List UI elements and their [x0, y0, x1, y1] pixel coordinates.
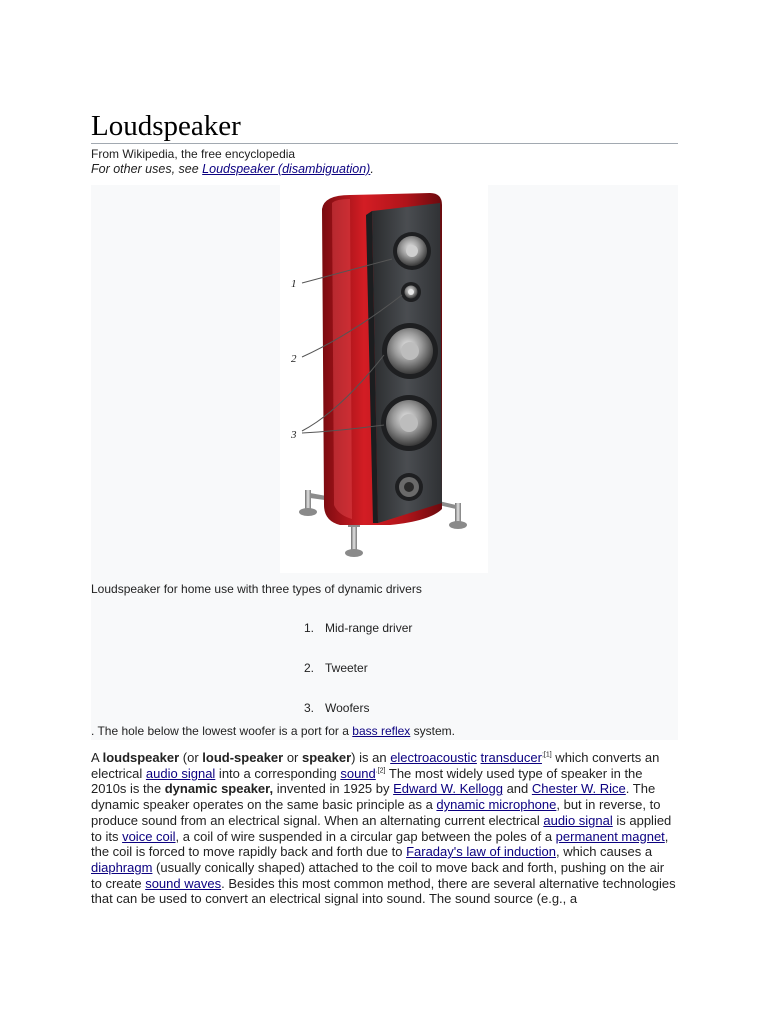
port-note-text: . The hole below the lowest woofer is a port for a: [91, 724, 353, 738]
foot-right-pad: [449, 521, 467, 529]
port-note: [91, 724, 455, 738]
text: ) is an: [351, 750, 391, 765]
link-electroacoustic[interactable]: electroacoustic: [390, 750, 477, 765]
callout-label-2: 2: [291, 353, 297, 365]
loudspeaker-illustration: [280, 185, 488, 573]
disambiguation-link[interactable]: Loudspeaker (disambiguation): [202, 162, 371, 176]
foot-center: [351, 525, 357, 551]
foot-left-pad: [299, 508, 317, 516]
link-sound[interactable]: sound: [340, 765, 376, 781]
hatnote-prefix: For other uses, see: [91, 162, 203, 176]
link-faradays-law[interactable]: Faraday's law of induction: [406, 844, 556, 860]
lead-paragraph: [91, 750, 678, 907]
foot-center-pad: [345, 549, 363, 557]
link-audio-signal-2[interactable]: audio signal: [543, 812, 613, 828]
figure-caption: Loudspeaker for home use with three types of dynamic drivers: [91, 582, 422, 596]
text: . Besides this most common method, there are several alternative technologies that can be used to convert an electrical signal into sound. The sound source (e.g., a: [91, 875, 676, 907]
driver-list: [304, 621, 412, 741]
text: , but in reverse, to produce sound from an electrical signal. When an alternating current electrical: [91, 797, 661, 828]
callout-label-1: 1: [291, 278, 297, 290]
text: or: [283, 750, 303, 765]
infobox-figure: [91, 185, 678, 740]
list-item-label: Tweeter: [325, 661, 368, 675]
link-permanent-magnet[interactable]: permanent magnet: [555, 828, 665, 844]
list-item-label: Woofers: [325, 701, 370, 715]
text: and: [502, 781, 532, 797]
list-item-label: Mid-range driver: [325, 621, 413, 635]
foot-left: [305, 490, 311, 510]
reference-2[interactable]: .[2]: [375, 767, 386, 775]
link-voice-coil[interactable]: voice coil: [122, 828, 176, 844]
text: (or: [179, 750, 203, 765]
text: (usually conically shaped) attached to the coil to move back and forth, pushing on the air to create: [91, 859, 665, 891]
term-loud-speaker: loud-speaker: [202, 750, 284, 765]
callout-label-3: 3: [291, 429, 297, 441]
list-item: [304, 661, 412, 701]
link-transducer[interactable]: transducer: [480, 750, 542, 765]
hatnote: [91, 162, 374, 176]
link-dynamic-microphone[interactable]: dynamic microphone: [436, 797, 557, 813]
link-audio-signal[interactable]: audio signal: [145, 765, 216, 781]
text: , which causes a: [555, 844, 653, 860]
link-chester-w-rice[interactable]: Chester W. Rice: [531, 781, 626, 797]
site-tagline: From Wikipedia, the free encyclopedia: [91, 147, 296, 161]
list-item-number: 2.: [304, 661, 315, 675]
link-diaphragm[interactable]: diaphragm: [91, 859, 153, 875]
text: invented in 1925 by: [273, 781, 394, 797]
text: , the coil is forced to move rapidly back and forth due to: [91, 828, 669, 860]
term-loudspeaker: loudspeaker: [102, 750, 180, 765]
text: which converts an electrical: [91, 750, 660, 781]
text: The most widely used type of speaker in the 2010s is the: [91, 765, 643, 797]
link-sound-waves[interactable]: sound waves: [145, 875, 222, 891]
list-item-number: 3.: [304, 701, 315, 715]
reference-1[interactable]: ;[1]: [541, 751, 552, 759]
term-speaker: speaker: [302, 750, 352, 765]
loudspeaker-image: [280, 185, 488, 573]
hatnote-suffix: .: [370, 162, 374, 176]
text: A: [91, 750, 103, 765]
text: , a coil of wire suspended in a circular gap between the poles of a: [175, 828, 556, 844]
bass-reflex-link[interactable]: bass reflex: [352, 724, 411, 738]
list-item-number: 1.: [304, 621, 315, 635]
port-note-suffix: system.: [410, 724, 455, 738]
text: into a corresponding: [215, 765, 341, 781]
term-dynamic-speaker: dynamic speaker,: [164, 781, 274, 797]
list-item: [304, 621, 412, 661]
text: . The dynamic speaker operates on the same basic principle as a: [91, 781, 656, 813]
page-title: Loudspeaker: [91, 110, 241, 142]
title-divider: [91, 143, 678, 144]
link-edward-w-kellogg[interactable]: Edward W. Kellogg: [393, 781, 503, 797]
text: is applied to its: [91, 812, 672, 844]
